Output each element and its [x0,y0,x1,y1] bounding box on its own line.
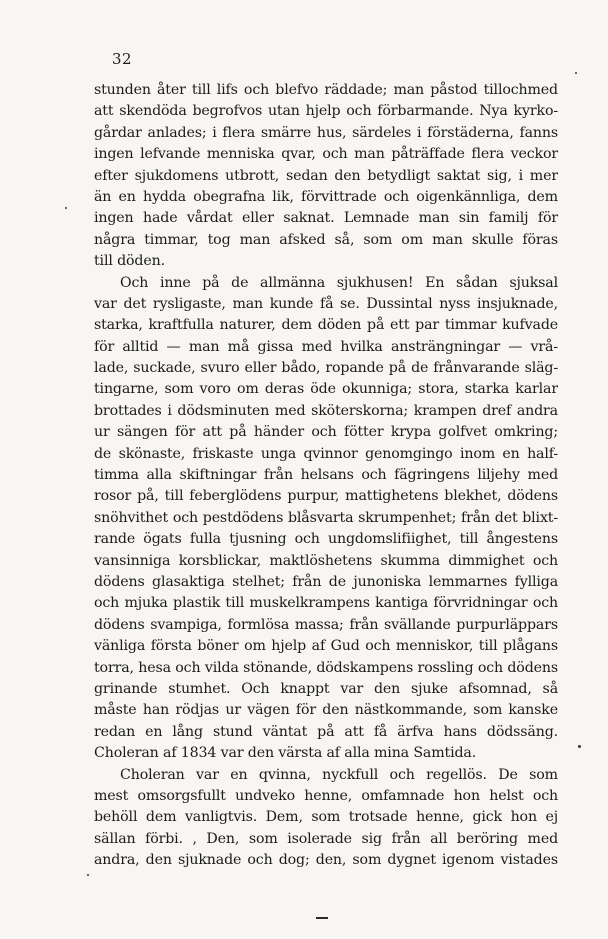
text-line: sällan förbi. , Den, som isolerade sig från all beröring med [94,830,558,847]
text-line: grinande stumhet. Och knappt var den sjuke afsomnad, så [94,680,558,697]
text-line: de skönaste, friskaste unga qvinnor genomgingo inom en half- [94,445,558,462]
text-line: snöhvithet och pestdödens blåsvarta skrumpenhet; från det blixt- [94,509,558,526]
ink-speck [87,874,89,876]
text-line: andra, den sjuknade och dog; den, som dygnet igenom vistades [94,852,558,869]
ink-speck [578,745,581,748]
text-line: redan en lång stund väntat på att få ärfva hans dödssäng. [94,723,558,740]
text-line: gårdar anlades; i flera smärre hus, särdeles i förstäderna, fanns [94,124,558,141]
text-line: torra, hesa och vilda stönande, dödskampens rossling och dödens [94,659,558,676]
text-line: att skendöda begrofvos utan hjelp och förbarmande. Nya kyrko- [94,103,558,120]
text-line: än en hydda obegrafna lik, förvittrade och oigenkännliga, dem [94,188,558,205]
text-line: rande ögats fulla tjusning och ungdomslifiighet, till ångestens [94,531,558,548]
text-line: timma alla skiftningar från helsans och fägringens liljehy med [94,467,558,484]
text-line: ingen hade vårdat eller saknat. Lemnade man sin familj för [94,210,558,227]
text-line: för alltid — man må gissa med hvilka ansträngningar — vrå- [94,338,558,355]
text-line: några timmar, tog man afsked så, som om man skulle föras [94,231,558,248]
ink-speck [65,207,67,209]
text-line: till döden. [94,253,165,270]
text-line: dödens glasaktiga stelhet; från de junoniska lemmarnes fylliga [94,573,558,590]
text-line: vansinniga korsblickar, maktlöshetens skumma dimmighet och [94,552,558,569]
page-number: 32 [112,50,133,68]
text-line: var det rysligaste, man kunde få se. Dussintal nyss insjuknade, [94,295,558,312]
text-line: vänliga första böner om hjelp af Gud och menniskor, till plågans [94,638,558,655]
text-line: ur sängen för att på händer och fötter krypa golfvet omkring; [94,424,558,441]
text-line: behöll dem vanligtvis. Dem, som trotsade henne, gick hon ej [94,809,558,826]
text-line: ingen lefvande menniska qvar, och man påträffade flera veckor [94,146,558,163]
text-line: efter sjukdomens utbrott, sedan den betydligt saktat sig, i mer [94,167,558,184]
text-line: mest omsorgsfullt undveko henne, omfamnade hon helst och [94,787,558,804]
text-line: Choleran af 1834 var den värsta af alla mina Samtida. [94,745,477,762]
body-text [94,80,558,871]
text-line: rosor på, till feberglödens purpur, mattighetens blekhet, dödens [94,488,558,505]
ink-speck [575,72,577,74]
text-line: starka, kraftfulla naturer, dem döden på ett par timmar kufvade [94,317,558,334]
text-line: måste han rödjas ur vägen för den nästkommande, som kanske [94,702,558,719]
text-line: Och inne på de allmänna sjukhusen! En sådan sjuksal [120,274,558,291]
text-line: Choleran var en qvinna, nyckfull och regellös. De som [120,766,558,783]
text-line: lade, suckade, svuro eller bådo, ropande på de frånvarande släg- [94,360,558,377]
text-line: och mjuka plastik till muskelkrampens kantiga förvridningar och [94,595,558,612]
footer-mark [316,917,328,919]
text-line: tingarne, som voro om deras öde okunniga; stora, starka karlar [94,381,558,398]
text-line: stunden åter till lifs och blefvo räddade; man påstod tillochmed [94,82,558,98]
text-line: brottades i dödsminuten med sköterskorna; krampen dref andra [94,402,558,419]
text-line: dödens svampiga, formlösa massa; från svällande purpurläppars [94,616,558,633]
